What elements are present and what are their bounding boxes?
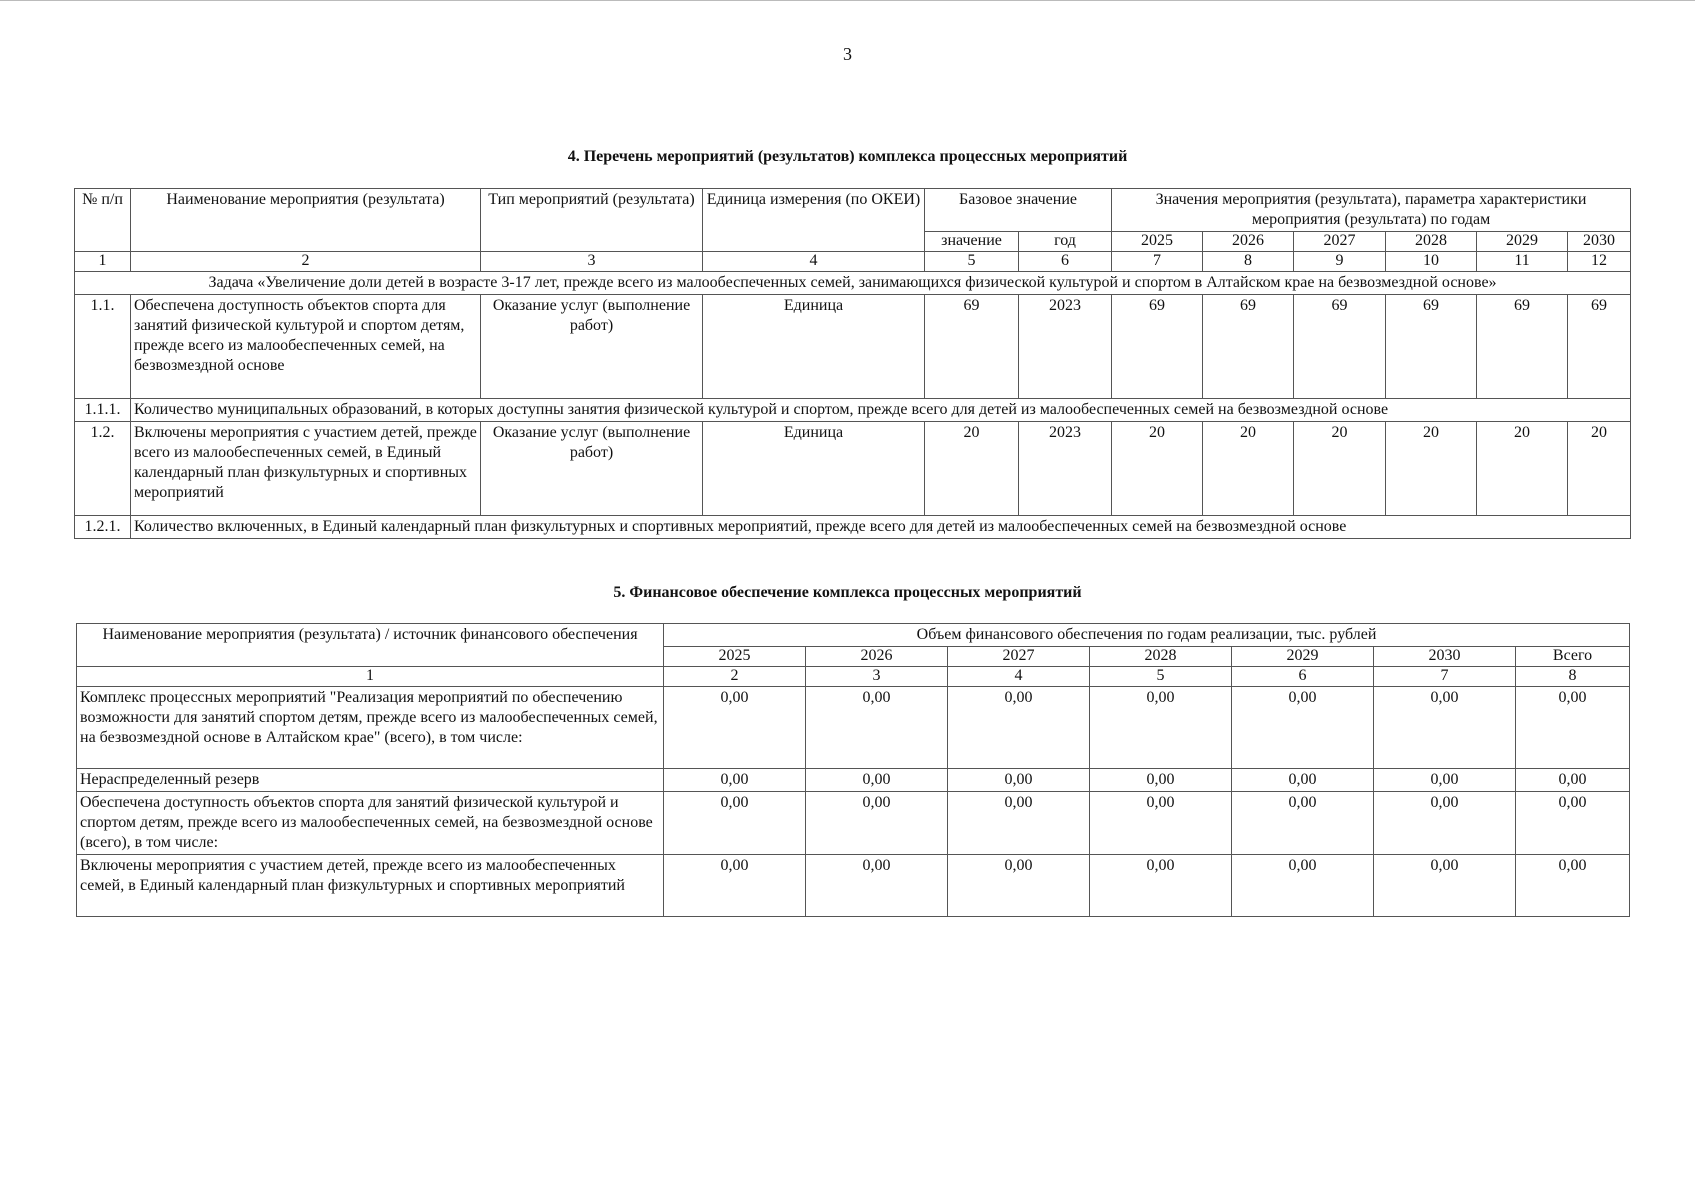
section-4-title: 4. Перечень мероприятий (результатов) комплекса процессных мероприятий — [567, 148, 1128, 165]
header-year: 2027 — [1294, 232, 1386, 252]
row-total: 0,00 — [1516, 792, 1630, 855]
column-number: 11 — [1477, 252, 1568, 272]
header-year: 2029 — [1477, 232, 1568, 252]
row-value: 20 — [1294, 422, 1386, 516]
row-name: Обеспечена доступность объектов спорта для занятий физической культурой и спортом детям, прежде всего из малообеспеченных семей, на безвозмездной основе (всего), в том числе: — [77, 792, 664, 855]
row-type: Оказание услуг (выполнение работ) — [481, 422, 703, 516]
activities-table — [74, 188, 1631, 539]
task-text: Задача «Увеличение доли детей в возрасте 3-17 лет, прежде всего из малообеспеченных семей, занимающихся физической культурой и спортом в Алтайском крае на безвозмездной основе» — [75, 272, 1631, 295]
header-num: № п/п — [75, 189, 131, 252]
column-number: 7 — [1374, 667, 1516, 687]
row-value: 0,00 — [806, 769, 948, 792]
column-number: 1 — [75, 252, 131, 272]
row-value: 0,00 — [948, 855, 1090, 917]
column-number: 6 — [1019, 252, 1112, 272]
column-number: 4 — [948, 667, 1090, 687]
column-number: 5 — [1090, 667, 1232, 687]
column-number: 1 — [77, 667, 664, 687]
row-value: 0,00 — [1232, 687, 1374, 769]
row-value: 0,00 — [1374, 855, 1516, 917]
column-number: 5 — [925, 252, 1019, 272]
row-value: 69 — [1112, 295, 1203, 399]
header-volume: Объем финансового обеспечения по годам реализации, тыс. рублей — [664, 624, 1630, 647]
column-number: 6 — [1232, 667, 1374, 687]
column-number: 8 — [1203, 252, 1294, 272]
row-value: 20 — [1477, 422, 1568, 516]
header-unit: Единица измерения (по ОКЕИ) — [703, 189, 925, 252]
row-value: 20 — [1203, 422, 1294, 516]
header-year: 2027 — [948, 647, 1090, 667]
row-value: 69 — [1294, 295, 1386, 399]
header-name: Наименование мероприятия (результата) — [131, 189, 481, 252]
row-value: 20 — [1112, 422, 1203, 516]
row-value: 0,00 — [1090, 687, 1232, 769]
column-number-row — [77, 667, 1630, 687]
header-year: 2025 — [1112, 232, 1203, 252]
row-type: Оказание услуг (выполнение работ) — [481, 295, 703, 399]
column-number: 9 — [1294, 252, 1386, 272]
column-number: 4 — [703, 252, 925, 272]
row-unit: Единица — [703, 295, 925, 399]
row-value: 0,00 — [1232, 769, 1374, 792]
row-name: Включены мероприятия с участием детей, прежде всего из малообеспеченных семей, в Единый календарный план физкультурных и спортивных мероприятий — [77, 855, 664, 917]
row-value: 0,00 — [948, 687, 1090, 769]
row-base-value: 69 — [925, 295, 1019, 399]
row-value: 0,00 — [664, 769, 806, 792]
section-5-title: 5. Финансовое обеспечение комплекса процессных мероприятий — [613, 584, 1082, 601]
table-row — [77, 855, 1630, 917]
top-scan-edge — [0, 0, 1695, 1]
column-number: 12 — [1568, 252, 1631, 272]
table-row — [75, 422, 1631, 516]
row-value: 0,00 — [1232, 792, 1374, 855]
page-number: 3 — [843, 44, 852, 64]
row-value: 0,00 — [948, 792, 1090, 855]
header-year: 2026 — [806, 647, 948, 667]
column-number: 2 — [664, 667, 806, 687]
row-value: 0,00 — [806, 792, 948, 855]
header-total: Всего — [1516, 647, 1630, 667]
row-value: 0,00 — [664, 855, 806, 917]
row-value: 0,00 — [1374, 792, 1516, 855]
row-base-year: 2023 — [1019, 422, 1112, 516]
column-number-row — [75, 252, 1631, 272]
row-value: 69 — [1477, 295, 1568, 399]
indicator-num: 1.1.1. — [75, 399, 131, 422]
header-base-value: значение — [925, 232, 1019, 252]
row-base-year: 2023 — [1019, 295, 1112, 399]
row-value: 0,00 — [1374, 769, 1516, 792]
task-row — [75, 272, 1631, 295]
indicator-num: 1.2.1. — [75, 516, 131, 539]
row-num: 1.1. — [75, 295, 131, 399]
row-value: 0,00 — [1232, 855, 1374, 917]
header-values: Значения мероприятия (результата), параметра характеристики мероприятия (результата) по годам — [1112, 189, 1631, 232]
financing-table — [76, 623, 1630, 917]
column-number: 10 — [1386, 252, 1477, 272]
header-base-year: год — [1019, 232, 1112, 252]
row-value: 0,00 — [1090, 792, 1232, 855]
row-total: 0,00 — [1516, 855, 1630, 917]
header-year: 2026 — [1203, 232, 1294, 252]
table-row — [75, 295, 1631, 399]
table-row — [77, 792, 1630, 855]
row-value: 0,00 — [664, 687, 806, 769]
column-number: 3 — [806, 667, 948, 687]
row-value: 0,00 — [1090, 769, 1232, 792]
row-unit: Единица — [703, 422, 925, 516]
header-year: 2028 — [1090, 647, 1232, 667]
indicator-text: Количество включенных, в Единый календарный план физкультурных и спортивных мероприятий, прежде всего для детей из малообеспеченных семей на безвозмездной основе — [131, 516, 1631, 539]
header-year: 2025 — [664, 647, 806, 667]
column-number: 2 — [131, 252, 481, 272]
header-base: Базовое значение — [925, 189, 1112, 232]
row-value: 69 — [1203, 295, 1294, 399]
row-name: Комплекс процессных мероприятий "Реализация мероприятий по обеспечению возможности для занятий спортом детям, прежде всего из малообеспеченных семей, на безвозмездной основе в Алтайском крае" (всего), в том числе: — [77, 687, 664, 769]
row-value: 20 — [1386, 422, 1477, 516]
row-value: 0,00 — [1374, 687, 1516, 769]
indicator-text: Количество муниципальных образований, в которых доступны занятия физической культурой и спортом, прежде всего для детей из малообеспеченных семей на безвозмездной основе — [131, 399, 1631, 422]
row-name: Нераспределенный резерв — [77, 769, 664, 792]
header-year: 2028 — [1386, 232, 1477, 252]
header-row — [75, 189, 1631, 232]
row-value: 0,00 — [664, 792, 806, 855]
header-year: 2029 — [1232, 647, 1374, 667]
header-type: Тип мероприятий (результата) — [481, 189, 703, 252]
row-value: 69 — [1386, 295, 1477, 399]
column-number: 7 — [1112, 252, 1203, 272]
indicator-row — [75, 516, 1631, 539]
row-total: 0,00 — [1516, 769, 1630, 792]
header-year: 2030 — [1374, 647, 1516, 667]
row-value: 0,00 — [948, 769, 1090, 792]
header-year: 2030 — [1568, 232, 1631, 252]
header-name: Наименование мероприятия (результата) / источник финансового обеспечения — [77, 624, 664, 667]
header-row — [77, 624, 1630, 647]
row-value: 0,00 — [806, 855, 948, 917]
table-row — [77, 769, 1630, 792]
table-row — [77, 687, 1630, 769]
row-name: Включены мероприятия с участием детей, прежде всего из малообеспеченных семей, в Единый календарный план физкультурных и спортивных мероприятий — [131, 422, 481, 516]
row-value: 0,00 — [806, 687, 948, 769]
row-value: 0,00 — [1090, 855, 1232, 917]
indicator-row — [75, 399, 1631, 422]
row-num: 1.2. — [75, 422, 131, 516]
row-base-value: 20 — [925, 422, 1019, 516]
row-name: Обеспечена доступность объектов спорта для занятий физической культурой и спортом детям, прежде всего из малообеспеченных семей, на безвозмездной основе — [131, 295, 481, 399]
row-value: 20 — [1568, 422, 1631, 516]
column-number: 8 — [1516, 667, 1630, 687]
row-value: 69 — [1568, 295, 1631, 399]
row-total: 0,00 — [1516, 687, 1630, 769]
column-number: 3 — [481, 252, 703, 272]
